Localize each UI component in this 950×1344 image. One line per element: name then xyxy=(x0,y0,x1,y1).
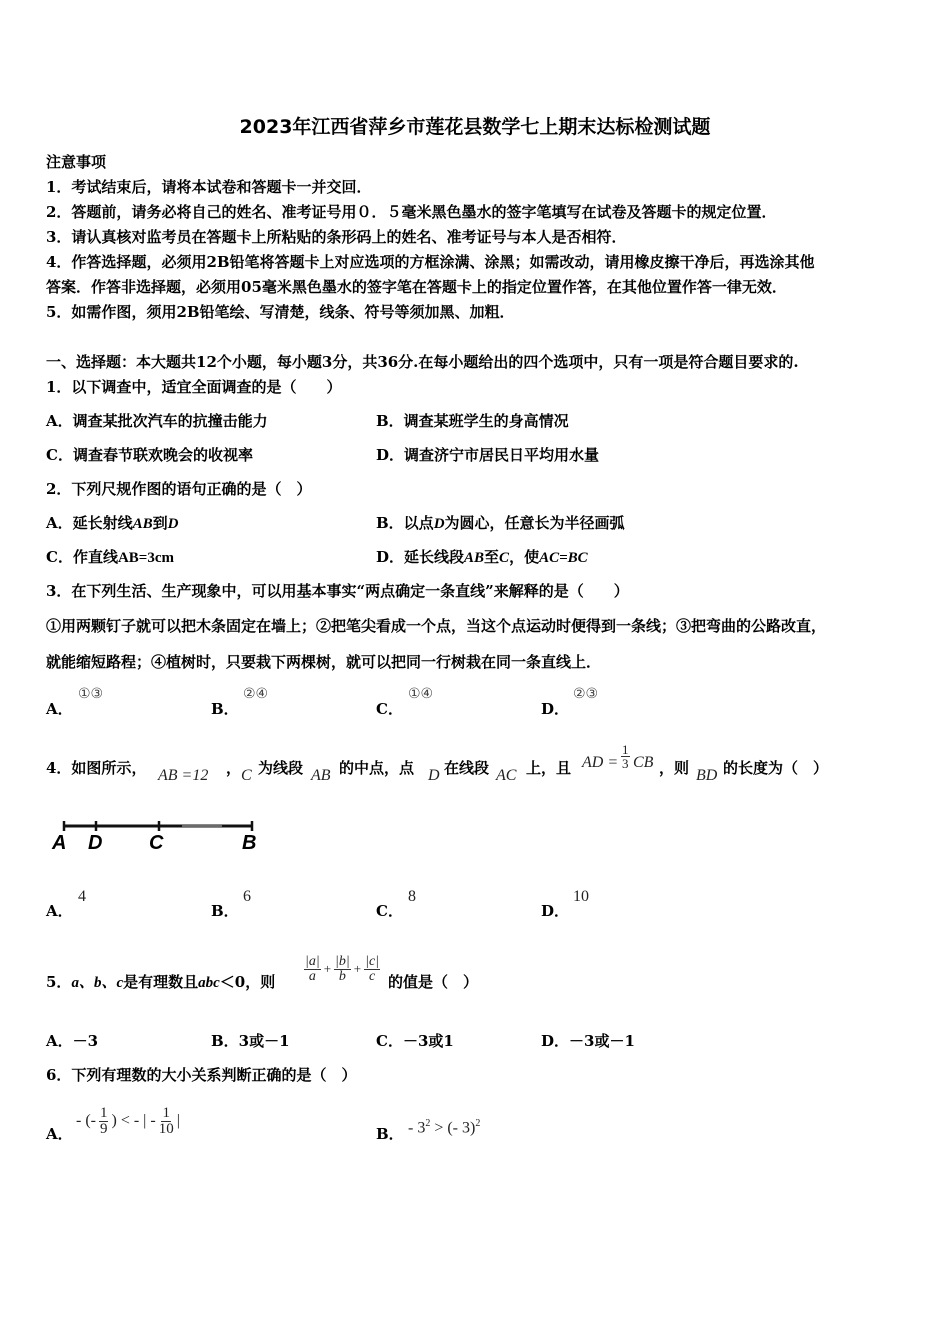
q5-prefix: 5． xyxy=(46,973,72,991)
q6-a-frac2-den: 10 xyxy=(158,1120,174,1137)
question-2-stem: 2．下列尺规作图的语句正确的是（ ） xyxy=(46,480,312,498)
notice-item: 1．考试结束后，请将本试卷和答题卡一并交回． xyxy=(46,178,372,196)
q3-option-d-label: D． xyxy=(541,700,570,718)
q6-b-exp2: 2 xyxy=(475,1118,481,1129)
q2-option-c xyxy=(46,547,174,568)
q4-math-ab12: AB =12 xyxy=(158,767,209,784)
section-heading: 一、选择题：本大题共12个小题，每小题3分，共36分.在每小题给出的四个选项中，只有一项是符合题目要求的. xyxy=(46,353,799,371)
q5-option-c: C．－3或1 xyxy=(376,1032,454,1050)
q3-option-b-label: B． xyxy=(211,700,239,718)
q4-math-ad: AD = xyxy=(582,754,619,771)
q3-option-a-value: ①③ xyxy=(78,686,104,702)
q6-a-left: - (- xyxy=(76,1112,96,1129)
q2-option-b xyxy=(376,513,625,534)
q6-a-right: | xyxy=(176,1112,180,1129)
figure-label-c: C xyxy=(149,832,164,854)
figure-label-d: D xyxy=(88,832,103,854)
question-5-stem xyxy=(46,972,275,993)
q4-math-ab: AB xyxy=(311,767,331,784)
q3-option-d-value: ②③ xyxy=(573,686,599,702)
q5-option-b: B．3或－1 xyxy=(211,1032,290,1050)
q5-frac-b xyxy=(334,955,351,984)
q5-frac-b-den: b xyxy=(338,968,346,984)
q4-option-c-value: 8 xyxy=(408,888,416,905)
q4-option-b-label: B． xyxy=(211,902,239,920)
notice-item: 5．如需作图，须用2B铅笔绘、写清楚，线条、符号等须加黑、加粗． xyxy=(46,303,515,321)
q3-text-line1: ①用两颗钉子就可以把木条固定在墙上；②把笔尖看成一个点，当这个点运动时便得到一条线；③把弯曲的公路改直， xyxy=(46,617,827,635)
q2-b-text: B．以点 xyxy=(376,514,434,532)
notice-item: 4．作答选择题，必须用2B铅笔将答题卡上对应选项的方框涂满、涂黑；如需改动，请用橡皮擦干净后，再选涂其他 xyxy=(46,253,815,271)
plus-sign: + xyxy=(323,961,332,976)
q4-option-d-value: 10 xyxy=(573,888,589,905)
q4-option-c-label: C． xyxy=(376,902,403,920)
q6-a-frac1-den: 9 xyxy=(99,1120,108,1137)
q4-text-6: 的长度为（ ） xyxy=(723,759,829,777)
q1-option-d: D．调查济宁市居民日平均用水量 xyxy=(376,446,600,464)
q5-frac-c-den: c xyxy=(368,968,376,984)
q6-b-mid: > (- 3) xyxy=(430,1119,476,1137)
q4-comma: ， xyxy=(226,759,242,777)
q6-a-frac1 xyxy=(99,1106,109,1137)
q2-option-a xyxy=(46,513,179,534)
q4-math-c: C xyxy=(241,767,252,784)
q2-a-text: A．延长射线 xyxy=(46,514,133,532)
q6-a-frac2 xyxy=(159,1106,174,1137)
q6-option-b-label: B． xyxy=(376,1125,404,1143)
q2-c-text: C．作直线 xyxy=(46,548,118,566)
q2-d-ab: AB xyxy=(464,550,485,566)
q2-d-c: C xyxy=(499,550,510,566)
q5-frac-a-num: |a| xyxy=(305,953,320,969)
question-3-stem: 3．在下列生活、生产现象中，可以用基本事实“两点确定一条直线”来解释的是（ ） xyxy=(46,582,629,600)
q4-math-cb: CB xyxy=(633,754,654,771)
q1-option-b: B．调查某班学生的身高情况 xyxy=(376,412,569,430)
q2-d-mid: 至 xyxy=(484,548,500,566)
q6-b-exp1: 2 xyxy=(425,1118,431,1129)
q4-option-a-value: 4 xyxy=(78,888,86,905)
q3-option-a-label: A． xyxy=(46,700,73,718)
q4-option-b-value: 6 xyxy=(243,888,251,905)
q5-frac-b-num: |b| xyxy=(335,953,350,969)
q4-math-d: D xyxy=(428,767,440,784)
q3-text-line2: 就能缩短路程；④植树时，只要栽下两棵树，就可以把同一行树栽在同一条直线上． xyxy=(46,653,602,671)
q6-option-b-expr xyxy=(408,1118,480,1137)
q6-a-mid: ) < - | - xyxy=(111,1112,156,1129)
q4-text-2: 的中点，点 xyxy=(339,759,415,777)
q2-c-expr: AB=3cm xyxy=(117,550,174,566)
q4-figure xyxy=(52,818,272,858)
q5-option-a: A．－3 xyxy=(46,1032,99,1050)
q4-math-bd: BD xyxy=(696,767,718,784)
q2-b-post: 为圆心，任意长为半径画弧 xyxy=(444,514,625,532)
q5-frac-c-num: |c| xyxy=(365,953,380,969)
q4-math-ac: AC xyxy=(496,767,517,784)
figure-label-b: B xyxy=(242,832,257,854)
q4-frac-den: 3 xyxy=(622,756,629,771)
q2-a-d: D xyxy=(167,516,179,532)
q5-option-d: D．－3或－1 xyxy=(541,1032,635,1050)
q4-text-1: 为线段 xyxy=(258,759,304,777)
q2-d-text: D．延长线段 xyxy=(376,548,465,566)
q5-text-1: 是有理数且 xyxy=(123,973,199,991)
q2-b-d: D xyxy=(433,516,445,532)
question-4-prefix: 4．如图所示， xyxy=(46,759,147,777)
q2-a-mid: 到 xyxy=(152,514,168,532)
q5-frac-a-den: a xyxy=(308,968,316,984)
q5-expression xyxy=(304,946,380,992)
q4-text-5: ，则 xyxy=(659,759,690,777)
q2-d-expr: AC=BC xyxy=(539,550,588,566)
q4-option-a-label: A． xyxy=(46,902,73,920)
q2-d-mid2: ，使 xyxy=(509,548,540,566)
q5-vars: a、b、c xyxy=(71,975,124,991)
q4-frac-num: 1 xyxy=(622,742,629,757)
q6-a-frac1-num: 1 xyxy=(99,1104,108,1121)
q5-text-3: 的值是（ ） xyxy=(388,973,479,991)
q3-option-c-value: ①④ xyxy=(408,686,434,702)
q4-text-3: 在线段 xyxy=(444,759,490,777)
notice-item: 答案．作答非选择题，必须用05毫米黑色墨水的签字笔在答题卡上的指定位置作答，在其他位置作答一律无效． xyxy=(46,278,787,296)
q2-option-d xyxy=(376,547,588,568)
q2-a-ab: AB xyxy=(132,516,153,532)
q4-fraction xyxy=(621,743,630,770)
q1-option-a: A．调查某批次汽车的抗撞击能力 xyxy=(46,412,268,430)
q6-a-frac2-num: 1 xyxy=(162,1104,170,1121)
notice-item: 3．请认真核对监考员在答题卡上所粘贴的条形码上的姓名、准考证号与本人是否相符． xyxy=(46,228,627,246)
q1-option-c: C．调查春节联欢晚会的收视率 xyxy=(46,446,253,464)
notice-heading: 注意事项 xyxy=(46,153,107,171)
question-6-stem: 6．下列有理数的大小关系判断正确的是（ ） xyxy=(46,1066,357,1084)
page-title: 2023年江西省萍乡市莲花县数学七上期末达标检测试题 xyxy=(239,116,711,138)
q5-frac-a xyxy=(304,955,321,984)
notice-item: 2．答题前，请务必将自己的姓名、准考证号用０．５毫米黑色墨水的签字笔填写在试卷及答题卡的规定位置． xyxy=(46,203,777,221)
q6-option-a-expr xyxy=(76,1098,180,1144)
q6-b-left: - 3 xyxy=(408,1119,426,1137)
plus-sign: + xyxy=(353,961,362,976)
q3-option-b-value: ②④ xyxy=(243,686,269,702)
q6-option-a-label: A． xyxy=(46,1125,73,1143)
q5-frac-c xyxy=(364,955,380,984)
q5-expr: abc xyxy=(198,975,220,991)
q4-option-d-label: D． xyxy=(541,902,570,920)
figure-label-a: A xyxy=(52,832,67,854)
q4-text-4: 上，且 xyxy=(526,759,572,777)
q5-text-2: ＜0，则 xyxy=(219,973,276,991)
question-1-stem: 1．以下调查中，适宜全面调查的是（ ） xyxy=(46,378,342,396)
q3-option-c-label: C． xyxy=(376,700,403,718)
